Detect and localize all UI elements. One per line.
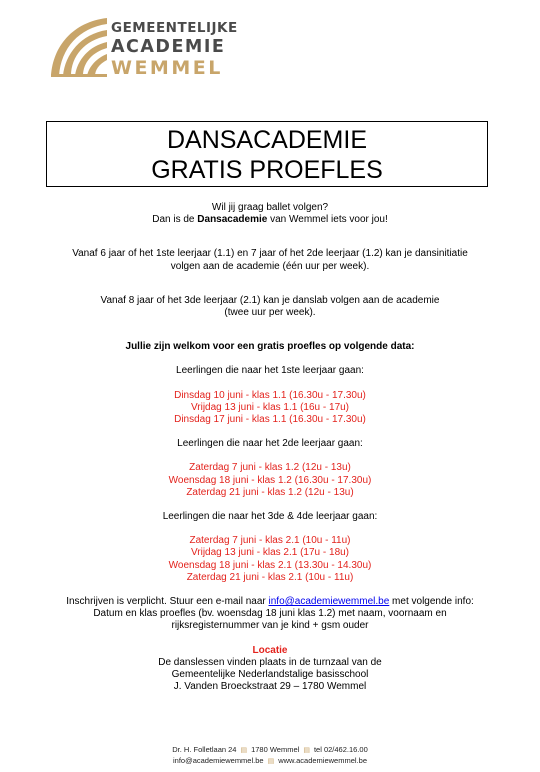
footer-city: 1780 Wemmel <box>251 745 300 754</box>
intro-dansacademie: Dansacademie <box>197 214 268 226</box>
group-2-date: Zaterdag 21 juni - klas 1.2 (12u - 13u) <box>186 486 354 498</box>
footer-line-2 <box>0 756 540 767</box>
logo-line-academie: ACADEMIE <box>111 37 226 57</box>
group-2-date: Zaterdag 7 juni - klas 1.2 (12u - 13u) <box>189 462 351 474</box>
footer-website[interactable]: www.academiewemmel.be <box>278 756 367 765</box>
group-2-heading: Leerlingen die naar het 2de leerjaar gaan: <box>177 438 363 450</box>
document-body <box>30 202 510 693</box>
logo-swoosh-icon <box>49 16 109 78</box>
logo-wordmark <box>111 20 251 79</box>
separator-icon: ▤ <box>240 747 248 754</box>
logo-line-gemeentelijke: GEMEENTELIJKE <box>111 20 238 36</box>
intro-text-end: van Wemmel iets voor jou! <box>267 214 388 226</box>
registration-line-2: Datum en klas proefles (bv. woensdag 18 juni klas 1.2) met naam, voornaam en <box>93 608 447 620</box>
title-line-2: GRATIS PROEFLES <box>151 156 383 184</box>
group-1-date: Dinsdag 10 juni - klas 1.1 (16.30u - 17.30u) <box>174 389 366 401</box>
registration-text-end: met volgende info: <box>389 596 474 608</box>
separator-icon: ▤ <box>303 747 310 754</box>
group-3-date: Woensdag 18 juni - klas 2.1 (13.30u - 14.30u) <box>168 559 372 571</box>
title-line-1: DANSACADEMIE <box>166 126 368 154</box>
footer-address: Dr. H. Folletlaan 24 <box>172 745 237 754</box>
separator-icon: ▤ <box>267 758 275 765</box>
page-title <box>46 121 488 187</box>
footer-line-1 <box>0 745 540 756</box>
group-3-heading: Leerlingen die naar het 3de & 4de leerjaar gaan: <box>162 511 378 523</box>
intro-line-1: Wil jij graag ballet volgen? <box>211 202 329 213</box>
group-1-date: Dinsdag 17 juni - klas 1.1 (16.30u - 17.30u) <box>174 414 366 426</box>
intro-text: Dan is de <box>152 214 198 226</box>
registration-line-3: rijksregisternummer van je kind + gsm ouder <box>171 620 369 632</box>
location-line-2: Gemeentelijke Nederlandstalige basisschool <box>171 669 369 681</box>
footer-email[interactable]: info@academiewemmel.be <box>173 756 264 765</box>
group-3-date: Zaterdag 21 juni - klas 2.1 (10u - 11u) <box>186 571 354 583</box>
para1-line-1: Vanaf 6 jaar of het 1ste leerjaar (1.1) en 7 jaar of het 2de leerjaar (1.2) kan je dansinitiatie <box>72 248 468 260</box>
logo-line-wemmel: WEMMEL <box>111 57 223 79</box>
para2-line-2: (twee uur per week). <box>224 307 316 319</box>
group-3-date: Vrijdag 13 juni - klas 2.1 (17u - 18u) <box>190 547 350 559</box>
group-2-date: Woensdag 18 juni - klas 1.2 (16.30u - 17.30u) <box>168 474 372 486</box>
group-1-heading: Leerlingen die naar het 1ste leerjaar gaan: <box>176 365 364 377</box>
group-3-date: Zaterdag 7 juni - klas 2.1 (10u - 11u) <box>189 535 351 547</box>
footer-phone: tel 02/462.16.00 <box>313 745 368 754</box>
location-line-1: De danslessen vinden plaats in de turnzaal van de <box>158 656 382 668</box>
email-link[interactable]: info@academiewemmel.be <box>268 596 390 608</box>
location-line-3: J. Vanden Broeckstraat 29 – 1780 Wemmel <box>173 681 367 693</box>
intro-line-2 <box>30 214 510 226</box>
academie-logo <box>49 16 249 82</box>
para1-line-2: volgen aan de academie (één uur per week). <box>170 260 370 272</box>
registration-line-1 <box>30 596 510 608</box>
location-heading: Locatie <box>252 644 288 656</box>
para2-line-1: Vanaf 8 jaar of het 3de leerjaar (2.1) kan je danslab volgen aan de academie <box>100 294 440 306</box>
page-footer <box>0 745 540 767</box>
registration-text: Inschrijven is verplicht. Stuur een e-mail naar <box>66 596 269 608</box>
group-1-date: Vrijdag 13 juni - klas 1.1 (16u - 17u) <box>190 401 350 413</box>
welcome-heading: Jullie zijn welkom voor een gratis proefles op volgende data: <box>125 341 415 353</box>
